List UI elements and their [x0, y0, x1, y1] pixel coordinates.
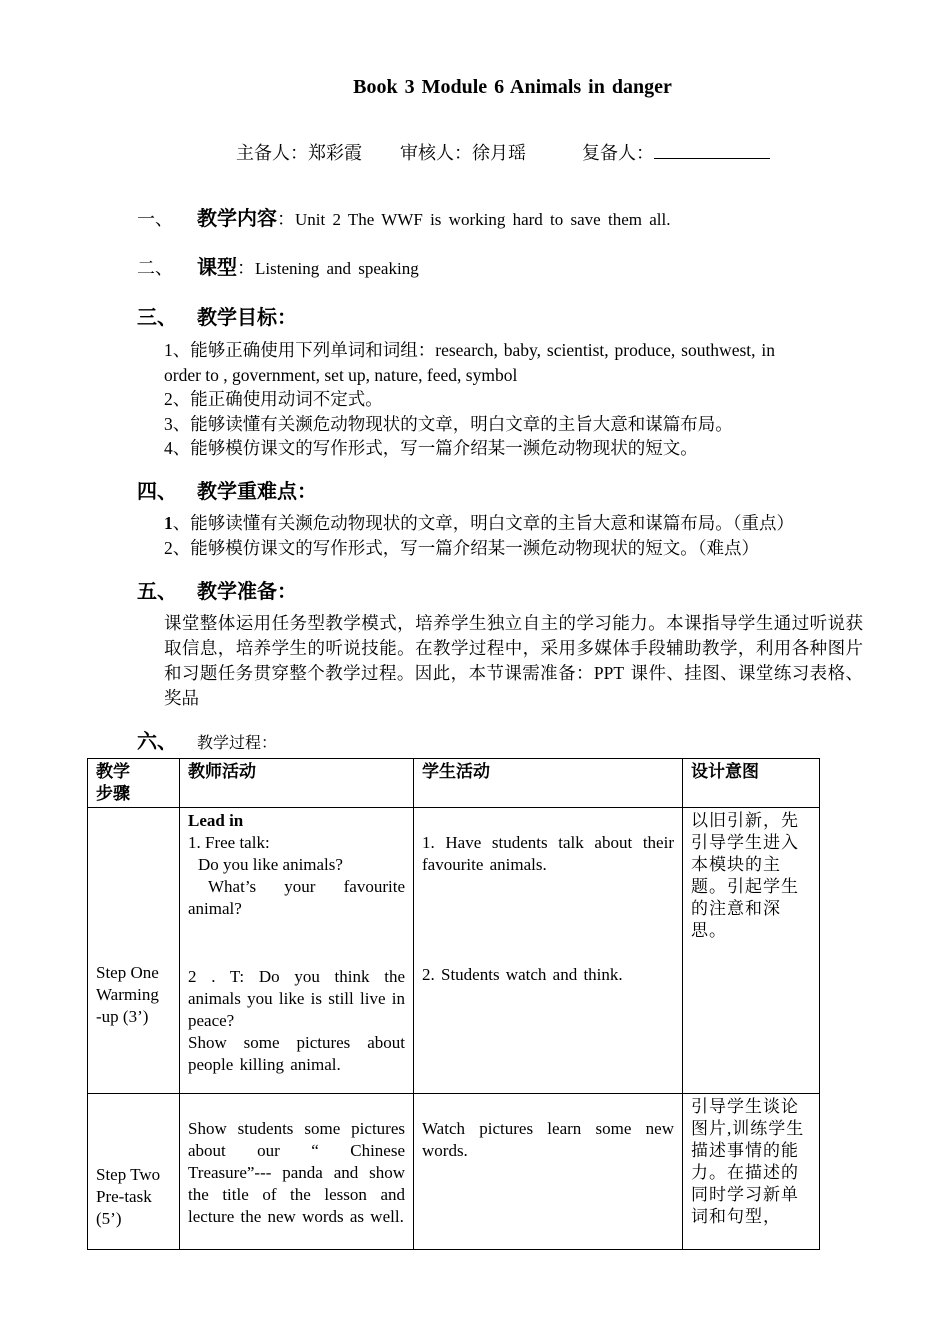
section-number: 五、 [137, 581, 177, 603]
reviewer-name: 徐月瑶 [472, 143, 526, 163]
section-number: 四、 [137, 481, 177, 503]
step-name: Step One [96, 962, 159, 982]
teacher-question: Do you like animals? [198, 855, 343, 874]
step-duration: -up (3’) [96, 1006, 149, 1026]
teacher-activity-item: Show some pictures about people killing animal. [188, 1033, 405, 1074]
preparation-paragraph: 课堂整体运用任务型教学模式，培养学生独立自主的学习能力。本课指导学生通过听说获取信息，培养学生的听说技能。在教学过程中，采用多媒体手段辅助教学，利用各种图片和习题任务贯穿整个教学过程。因此，本节课需准备：PPT 课件、挂图、课堂练习表格、奖品 [164, 613, 863, 708]
section-preparation [137, 575, 297, 604]
colon: ： [277, 209, 295, 229]
section-number: 三、 [137, 307, 177, 329]
lead-in-heading: Lead in [188, 811, 244, 830]
teaching-process-table [87, 758, 820, 1250]
section-lesson-type [137, 251, 419, 280]
teacher-activity-cell [180, 808, 414, 1094]
section-heading: 教学过程： [197, 735, 278, 752]
preparer-line [236, 139, 770, 165]
table-row [88, 1094, 820, 1250]
key-point-number: 1 [164, 513, 173, 533]
objective-item: 1、能够正确使用下列单词和词组：research, baby, scientist, produce, southwest, in [164, 340, 775, 360]
objective-item: 3、能够读懂有关濒危动物现状的文章，明白文章的主旨大意和谋篇布局。 [164, 413, 733, 434]
main-preparer-name: 郑彩霞 [308, 143, 362, 163]
section-number: 二、 [137, 258, 173, 278]
table-header-row [88, 759, 820, 808]
section-text: Unit 2 The WWF is working hard to save them all. [295, 210, 671, 229]
step-name: Step Two [96, 1164, 161, 1184]
student-activity-item: 2. Students watch and think. [422, 965, 623, 984]
key-point-item: 2、能够模仿课文的写作形式，写一篇介绍某一濒危动物现状的短文。（难点） [164, 537, 759, 558]
step-cell [88, 808, 180, 1094]
teacher-question: What’s your favourite animal? [188, 877, 405, 918]
section-objectives [137, 301, 297, 330]
key-point-item [164, 511, 863, 536]
step-stage: Warming [96, 984, 159, 1004]
section-content [137, 202, 670, 231]
secondary-preparer-label: 复备人： [582, 143, 654, 163]
header-teacher-activity: 教师活动 [180, 759, 414, 808]
section-number: 六、 [137, 731, 177, 753]
step-stage: Pre-task [96, 1186, 152, 1206]
header-step [88, 759, 180, 808]
section-heading: 课型 [197, 257, 237, 279]
section-text: Listening and speaking [255, 259, 419, 278]
objectives-list [164, 338, 863, 461]
section-heading: 教学准备： [197, 581, 297, 603]
header-step-line1: 教学 [96, 762, 130, 781]
key-points-list [164, 511, 863, 560]
teacher-activity-item: Show students some pictures about our “ Chinese Treasure”--- panda and show the title of the lesson and lecture the new words as well. [188, 1119, 405, 1226]
objective-item: 2、能正确使用动词不定式。 [164, 389, 383, 409]
student-activity-item: 1. Have students talk about their favourite animals. [422, 833, 674, 874]
key-point-text: 、能够读懂有关濒危动物现状的文章，明白文章的主旨大意和谋篇布局。（重点） [172, 513, 794, 533]
teacher-activity-cell [180, 1094, 414, 1250]
colon: ： [237, 258, 255, 278]
header-student-activity: 学生活动 [414, 759, 683, 808]
student-activity-cell [414, 808, 683, 1094]
document-title: Book 3 Module 6 Animals in danger [353, 76, 672, 98]
student-activity-item: Watch pictures learn some new words. [422, 1119, 674, 1160]
section-key-points [137, 475, 317, 504]
main-preparer-label: 主备人： [236, 143, 308, 163]
design-intent-cell: 以旧引新，先引导学生进入本模块的主题。引起学生的注意和深思。 [683, 808, 820, 1094]
table-row [88, 808, 820, 1094]
student-activity-cell [414, 1094, 683, 1250]
teacher-activity-item: 2 . T: Do you think the animals you like is still live in peace? [188, 967, 405, 1030]
header-step-line2: 步骤 [96, 784, 130, 803]
secondary-preparer-blank [654, 140, 770, 159]
section-number: 一、 [137, 209, 173, 229]
objective-item-continued: order to , government, set up, nature, feed, symbol [164, 364, 518, 385]
teacher-activity-item: 1. Free talk: [188, 833, 270, 852]
section-heading: 教学目标： [197, 307, 297, 329]
step-cell [88, 1094, 180, 1250]
objective-item: 4、能够模仿课文的写作形式，写一篇介绍某一濒危动物现状的短文。 [164, 438, 698, 458]
header-design-intent: 设计意图 [683, 759, 820, 808]
reviewer-label: 审核人： [400, 143, 472, 163]
section-heading: 教学内容 [197, 208, 277, 230]
section-heading: 教学重难点： [197, 481, 317, 503]
design-intent-cell: 引导学生谈论图片,训练学生描述事情的能力。在描述的同时学习新单词和句型， [683, 1094, 820, 1250]
section-process [137, 725, 277, 754]
step-duration: (5’) [96, 1208, 122, 1228]
